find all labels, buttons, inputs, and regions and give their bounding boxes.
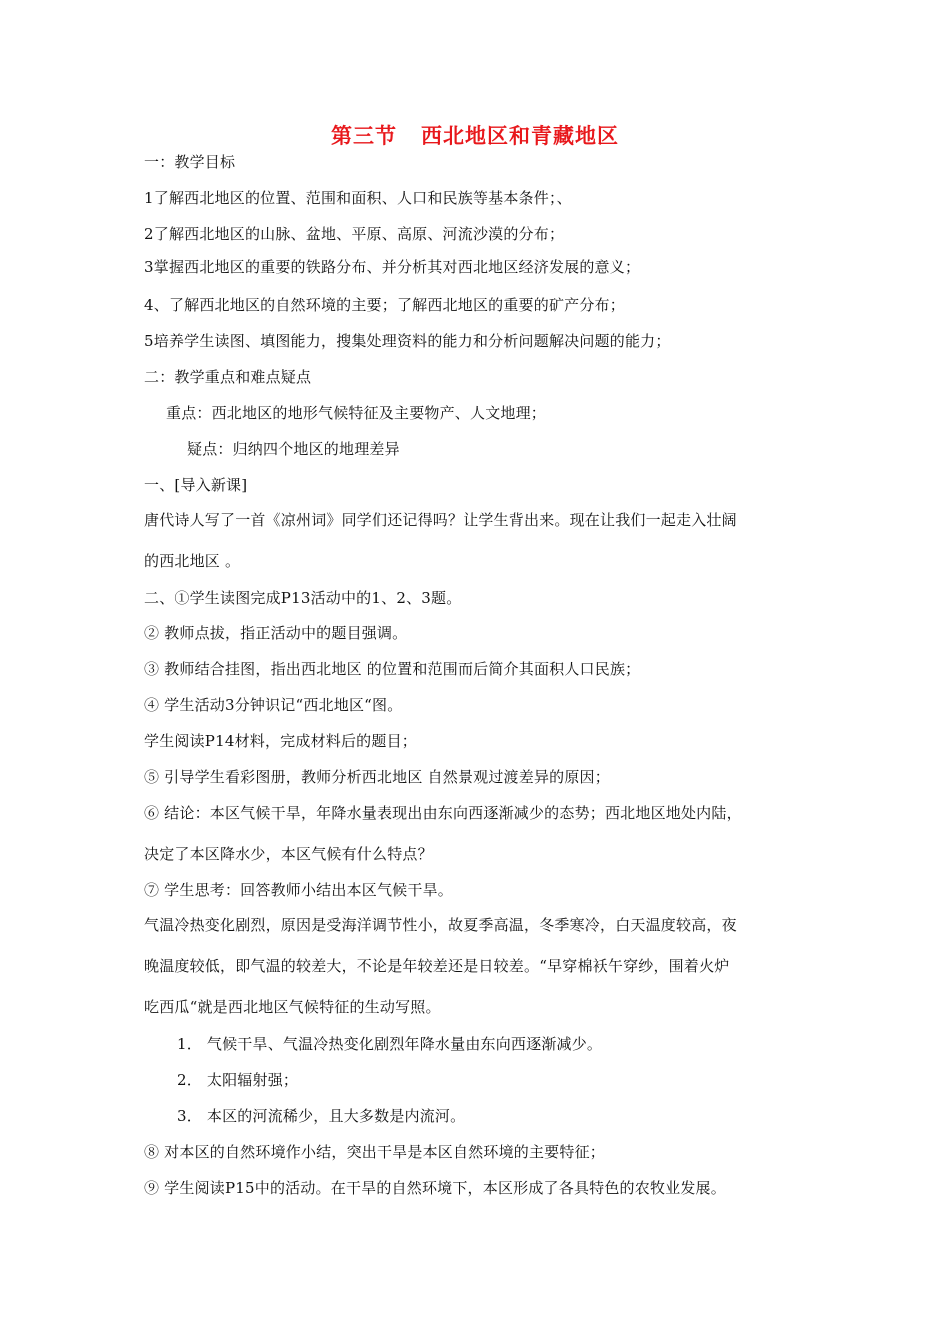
list-item: 3． 本区的河流稀少，且大多数是内流河。 [177,1107,466,1125]
paragraph-line: 气温冷热变化剧烈，原因是受海洋调节性小，故夏季高温，冬季寒冷，白天温度较高，夜 [144,916,737,934]
paragraph-line: ⑧ 对本区的自然环境作小结，突出干旱是本区自然环境的主要特征； [144,1143,605,1161]
paragraph-line: 晚温度较低，即气温的较差大，不论是年较差还是日较差。“早穿棉袄午穿纱，围着火炉 [144,957,730,975]
paragraph-line: ⑥ 结论：本区气候干旱，年降水量表现出由东向西逐渐减少的态势；西北地区地处内陆， [144,804,742,822]
heading-key-points: 二：教学重点和难点疑点 [144,368,312,386]
paragraph-line: ④ 学生活动3分钟识记“西北地区“图。 [144,696,403,714]
paragraph-line: ⑤ 引导学生看彩图册，教师分析西北地区 自然景观过渡差异的原因； [144,768,610,786]
paragraph-line: ⑨ 学生阅读P15中的活动。在干旱的自然环境下，本区形成了各具特色的农牧业发展。 [144,1179,726,1197]
paragraph-line: 4、了解西北地区的自然环境的主要；了解西北地区的重要的矿产分布； [144,296,625,314]
paragraph-line: 学生阅读P14材料，完成材料后的题目； [144,732,417,750]
heading-new-lesson: 一、[导入新课] [144,476,248,494]
paragraph-line: 唐代诗人写了一首《凉州词》同学们还记得吗？让学生背出来。现在让我们一起走入壮阔 [144,511,737,529]
paragraph-line: ⑦ 学生思考：回答教师小结出本区气候干旱。 [144,881,453,899]
paragraph-line: ③ 教师结合挂图，指出西北地区 的位置和范围而后简介其面积人口民族； [144,660,641,678]
paragraph-line: 3掌握西北地区的重要的铁路分布、并分析其对西北地区经济发展的意义； [144,258,641,276]
list-item: 2． 太阳辐射强； [177,1071,299,1089]
paragraph-line: 1了解西北地区的位置、范围和面积、人口和民族等基本条件；、 [144,189,572,207]
paragraph-line: 二、①学生读图完成P13活动中的1、2、3题。 [144,589,462,607]
paragraph-line: ② 教师点拔，指正活动中的题目强调。 [144,624,408,642]
paragraph-line: 疑点：归纳四个地区的地理差异 [187,440,400,458]
document-title [0,120,950,150]
paragraph-line: 5培养学生读图、填图能力，搜集处理资料的能力和分析问题解决问题的能力； [144,332,671,350]
heading-teaching-goals: 一：教学目标 [144,153,236,171]
paragraph-line: 的西北地区 。 [144,552,241,570]
paragraph-line: 吃西瓜“就是西北地区气候特征的生动写照。 [144,998,441,1016]
title-section-name: 西北地区和青藏地区 [421,124,619,148]
paragraph-line: 2了解西北地区的山脉、盆地、平原、高原、河流沙漠的分布； [144,225,565,243]
paragraph-line: 决定了本区降水少，本区气候有什么特点？ [144,845,433,863]
paragraph-line: 重点：西北地区的地形气候特征及主要物产、人文地理； [166,404,547,422]
list-item: 1． 气候干旱、气温冷热变化剧烈年降水量由东向西逐渐减少。 [177,1035,603,1053]
title-section-number: 第三节 [331,124,397,148]
